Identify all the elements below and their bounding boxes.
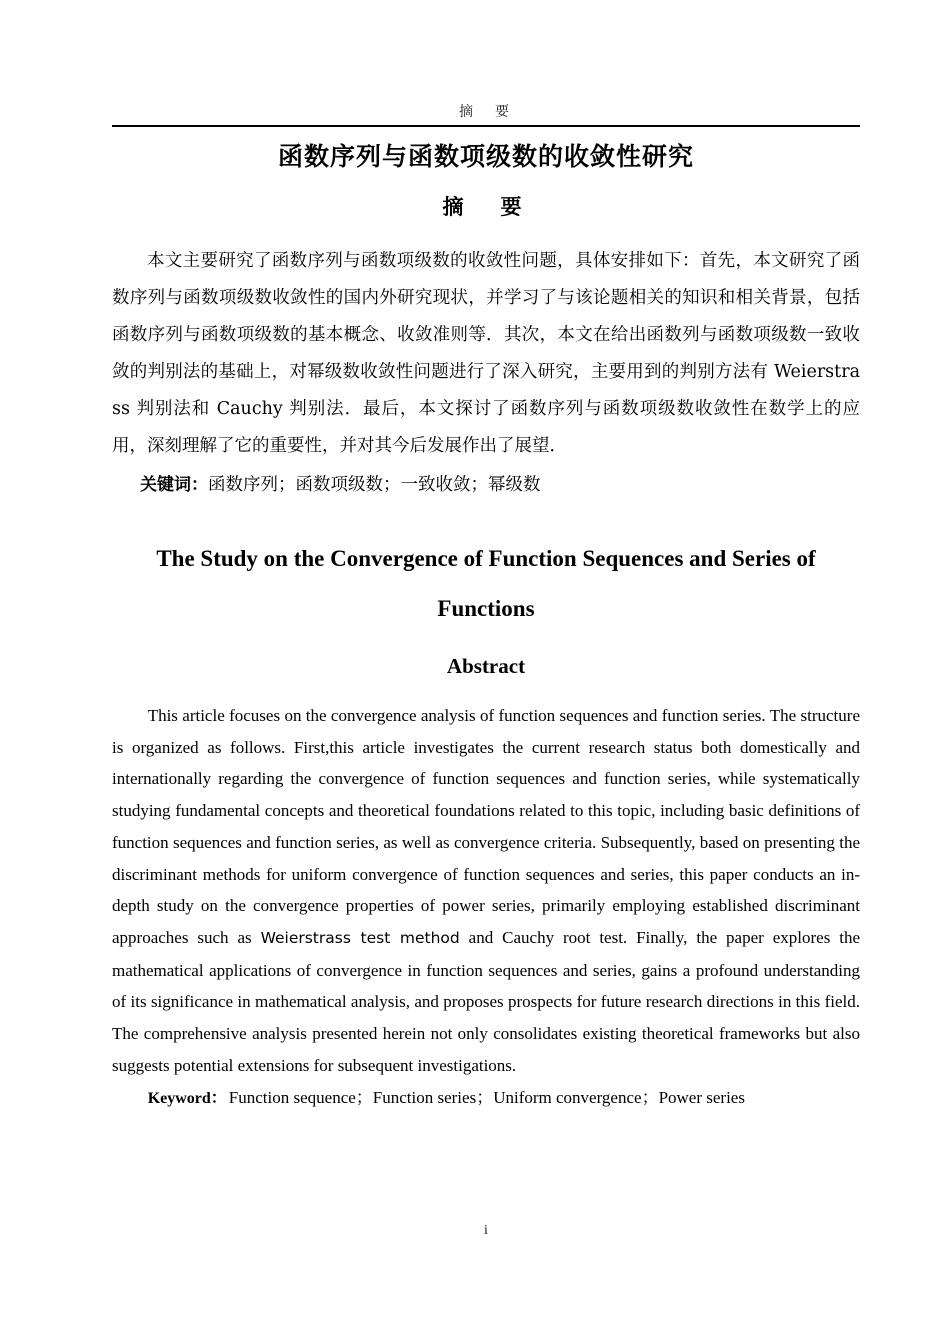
english-abstract-emphasis: Weierstrass test method: [260, 928, 460, 947]
chinese-keywords-line: [112, 465, 860, 502]
english-abstract-part-2: and Cauchy root test. Finally, the paper explores the mathematical applications of convergence in function sequences and series, gains a profound understanding of its significance in mathematical analysis, and proposes prospects for future research directions in this field. The comprehensive analysis presented herein not only consolidates existing theoretical frameworks but also suggests potential extensions for subsequent investigations.: [112, 927, 860, 1075]
header-divider-rule: [112, 125, 860, 127]
chinese-abstract-body: 本文主要研究了函数序列与函数项级数的收敛性问题，具体安排如下：首先，本文研究了函数序列与函数项级数收敛性的国内外研究现状，并学习了与该论题相关的知识和相关背景，包括函数序列与函数项级数的基本概念、收敛准则等．其次，本文在给出函数列与函数项级数一致收敛的判别法的基础上，对幂级数收敛性问题进行了深入研究，主要用到的判别方法有 Weierstrass 判别法和 Cauchy 判别法．最后，本文探讨了函数序列与函数项级数收敛性在数学上的应用，深刻理解了它的重要性，并对其今后发展作出了展望．: [112, 251, 860, 456]
english-keywords-line: [112, 1081, 860, 1114]
english-abstract-body: [112, 681, 860, 1081]
footer-page-number: i: [484, 1223, 488, 1238]
english-keywords-label: Keyword：: [147, 1090, 227, 1108]
english-title: The Study on the Convergence of Function Sequences and Series of Functions: [156, 546, 816, 621]
page-content: [112, 133, 860, 1114]
running-header-text: 摘 要: [459, 105, 513, 120]
running-header: [112, 104, 860, 135]
english-abstract-heading: Abstract: [446, 654, 526, 678]
chinese-abstract-heading: 摘 要: [442, 195, 530, 219]
chinese-keywords-label: 关键词：: [140, 475, 208, 495]
english-abstract-part-1: This article focuses on the convergence analysis of function sequences and function series. The structure is organized as follows. First,this article investigates the current research status both domestically and internationally regarding the convergence of function sequences and function series, while systematically studying fundamental concepts and theoretical foundations related to this topic, including basic definitions of function sequences and function series, as well as convergence criteria. Subsequently, based on presenting the discriminant methods for uniform convergence of function sequences and series, this paper conducts an in-depth study on the convergence properties of power series, primarily employing established discriminant approaches such as: [112, 706, 860, 947]
english-keywords-value: Function sequence；Function series；Uniform convergence；Power series: [228, 1088, 745, 1108]
chinese-keywords-value: 函数序列；函数项级数；一致收敛；幂级数: [208, 475, 541, 495]
chinese-title: 函数序列与函数项级数的收敛性研究: [277, 142, 694, 171]
